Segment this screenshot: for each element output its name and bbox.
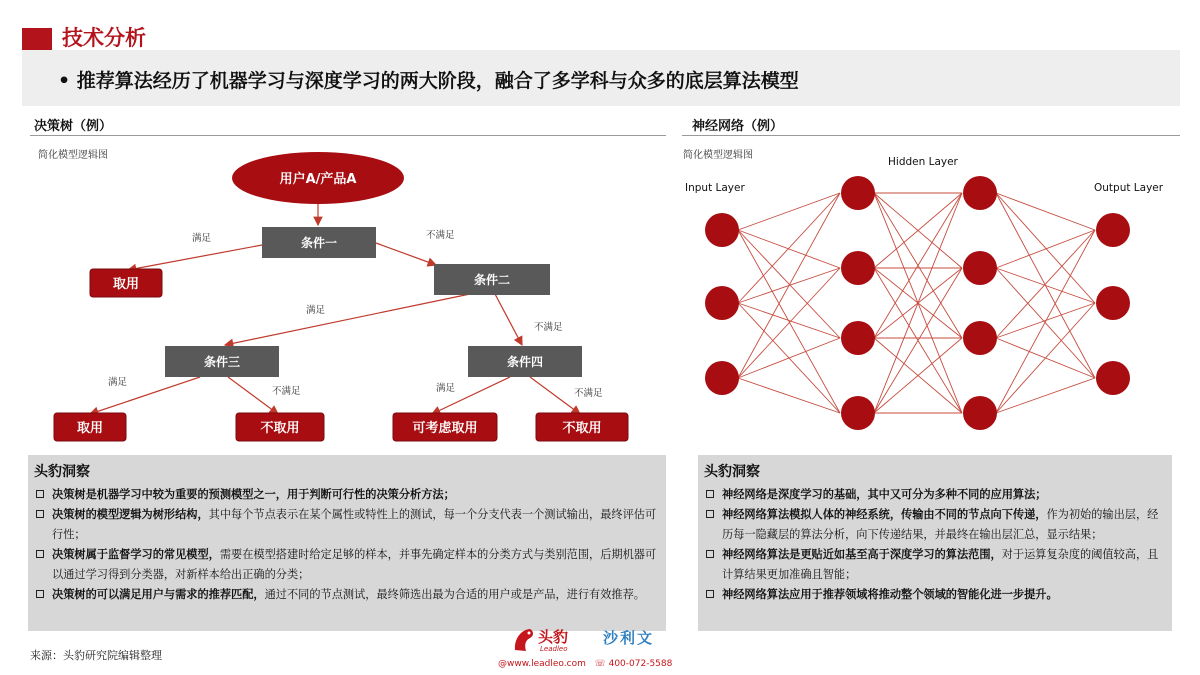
edge-label: 满足 — [436, 383, 456, 394]
website[interactable]: www.leadleo.com — [507, 659, 586, 669]
insight-item-bold: 神经网络算法应用于推荐领域将推动整个领域的智能化进一步提升。 — [722, 588, 1058, 601]
insight-item — [34, 485, 658, 505]
leopard-logo-icon — [512, 626, 536, 654]
edge-label: 不满足 — [272, 386, 301, 397]
hidden-neuron — [841, 321, 875, 355]
partner-logo: 沙利文 — [603, 629, 655, 647]
root-label: 用户A/产品A — [279, 172, 357, 187]
nn-connection — [738, 193, 840, 230]
nn-connection — [738, 303, 840, 338]
nn-connection — [996, 230, 1095, 268]
insight-item — [34, 585, 658, 605]
checkbox-bullet-icon — [706, 550, 714, 558]
brand-sub: Leadleo — [540, 645, 568, 653]
edge-label: 不满足 — [534, 322, 563, 333]
nn-connection — [996, 303, 1095, 413]
edge-cond1-leaf1 — [128, 245, 262, 270]
edge-cond2-cond4 — [495, 294, 522, 345]
nn-connection — [738, 230, 840, 268]
contact-line — [498, 659, 672, 669]
insight-title: 头豹洞察 — [704, 464, 760, 480]
insight-item — [34, 545, 658, 585]
output-neuron — [1096, 213, 1130, 247]
edge-cond3-leaf3 — [228, 377, 278, 414]
checkbox-bullet-icon — [36, 550, 44, 558]
insight-item-bold: 决策树属于监督学习的常见模型， — [52, 548, 220, 561]
checkbox-bullet-icon — [706, 510, 714, 518]
insight-item-text: 通过不同的节点测试，最终筛选出最为合适的用户或是产品，进行有效推荐。 — [264, 588, 645, 601]
checkbox-bullet-icon — [706, 490, 714, 498]
checkbox-bullet-icon — [706, 590, 714, 598]
insight-title: 头豹洞察 — [34, 464, 90, 480]
neural-network-diagram — [660, 140, 1200, 450]
condition-label: 条件四 — [506, 355, 544, 369]
insight-item-bold: 决策树的模型逻辑为树形结构， — [52, 508, 209, 521]
condition-label: 条件二 — [473, 273, 511, 287]
hidden-neuron — [841, 176, 875, 210]
output-layer-label: Output Layer — [1094, 182, 1164, 194]
insight-item — [704, 585, 1162, 605]
edge-cond2-cond3 — [225, 294, 470, 345]
insight-item-bold: 决策树的可以满足用户与需求的推荐匹配， — [52, 588, 265, 601]
leaf-label: 不取用 — [562, 421, 602, 436]
edge-cond4-leaf5 — [530, 377, 580, 414]
insight-box-left — [28, 455, 666, 631]
insight-item-text: 需要在模型搭建时给定足够的样本，并事先确定样本的分类方式与类别范围，后期机器可以通过学习得到分类器，对新样本给出正确的分类； — [52, 548, 657, 581]
edge-label: 满足 — [108, 377, 128, 388]
checkbox-bullet-icon — [36, 490, 44, 498]
nn-connection — [996, 303, 1095, 338]
output-neuron — [1096, 361, 1130, 395]
edge-label: 不满足 — [426, 230, 455, 241]
leaf-label: 取用 — [112, 277, 140, 292]
nn-connection — [996, 193, 1095, 303]
decision-tree-diagram — [0, 0, 680, 450]
insight-item-bold: 决策树是机器学习中较为重要的预测模型之一，用于判断可行性的决策分析方法； — [52, 488, 455, 501]
leaf-label: 不取用 — [260, 421, 300, 436]
hidden-neuron — [963, 321, 997, 355]
decision-tree-title: 决策树（例） — [34, 119, 113, 134]
input-neuron — [705, 286, 739, 320]
edge-label: 不满足 — [574, 388, 603, 399]
hidden-neuron — [841, 251, 875, 285]
insight-item — [704, 545, 1162, 585]
phone-icon: ☏ — [594, 659, 606, 669]
edge-label: 满足 — [306, 305, 326, 316]
edge-cond3-leaf2 — [90, 377, 200, 414]
insight-list — [704, 485, 1162, 605]
nn-connection — [738, 338, 840, 378]
checkbox-bullet-icon — [36, 510, 44, 518]
leaf-label: 可考虑取用 — [412, 421, 478, 436]
web-icon: @ — [498, 659, 507, 669]
source-note: 来源：头豹研究院编辑整理 — [30, 649, 162, 662]
headline: • 推荐算法经历了机器学习与深度学习的两大阶段，融合了多学科与众多的底层算法模型 — [58, 70, 799, 92]
neural-network-title: 神经网络（例） — [692, 119, 784, 134]
output-neuron — [1096, 286, 1130, 320]
edge-label: 满足 — [192, 233, 212, 244]
nn-connection — [738, 193, 840, 378]
insight-item-text: 作为初始的输出层，经历每一隐藏层的算法分析，向下传递结果，并最终在输出层汇总，显示结果； — [722, 508, 1159, 541]
insight-item-text: 其中每个节点表示在某个属性或特性上的测试，每一个分支代表一个测试输出，最终评估可行性； — [52, 508, 657, 541]
hidden-layer-label: Hidden Layer — [888, 156, 958, 168]
insight-item — [704, 485, 1162, 505]
hidden-neuron — [963, 396, 997, 430]
nn-connection — [996, 378, 1095, 413]
input-neuron — [705, 213, 739, 247]
nn-connection — [996, 193, 1095, 230]
decision-tree-sub-label: 简化模型逻辑图 — [38, 150, 108, 161]
nn-connection — [996, 268, 1095, 303]
insight-item-bold: 神经网络是深度学习的基础，其中又可分为多种不同的应用算法； — [722, 488, 1047, 501]
leaf-label: 取用 — [76, 421, 104, 436]
footer-logos — [498, 624, 688, 674]
right-panel-divider — [682, 135, 1180, 136]
section-title: 技术分析 — [62, 26, 146, 50]
condition-label: 条件一 — [300, 236, 338, 250]
hidden-neuron — [963, 251, 997, 285]
insight-box-right — [698, 455, 1172, 631]
hidden-neuron — [963, 176, 997, 210]
nn-connection — [738, 193, 840, 303]
hidden-neuron — [841, 396, 875, 430]
insight-item-bold: 神经网络算法模拟人体的神经系统，传输由不同的节点向下传递， — [722, 508, 1047, 521]
condition-label: 条件三 — [203, 355, 241, 369]
neural-network-sub-label: 简化模型逻辑图 — [683, 150, 753, 161]
checkbox-bullet-icon — [36, 590, 44, 598]
input-neuron — [705, 361, 739, 395]
insight-item — [34, 505, 658, 545]
insight-item-bold: 神经网络算法是更贴近如基至高于深度学习的算法范围， — [722, 548, 1002, 561]
brand-name: 头豹 — [538, 628, 569, 646]
edge-cond1-cond2 — [376, 243, 436, 265]
phone: 400-072-5588 — [608, 659, 673, 669]
input-layer-label: Input Layer — [685, 182, 745, 194]
nn-connection — [738, 378, 840, 413]
insight-item-text: 对于运算复杂度的阈值较高，且计算结果更加准确且智能； — [722, 548, 1159, 581]
insight-item — [704, 505, 1162, 545]
insight-list — [34, 485, 658, 605]
